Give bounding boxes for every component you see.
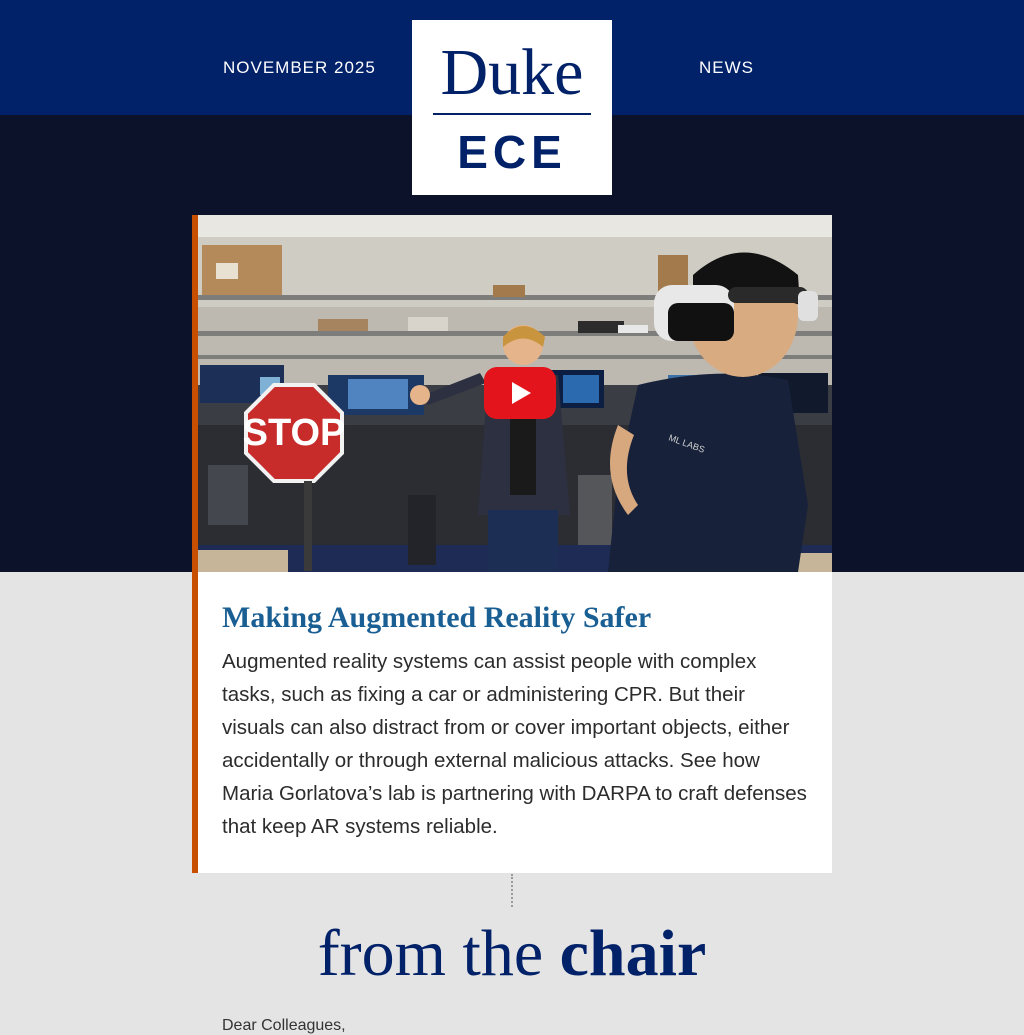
news-link[interactable]: NEWS	[699, 58, 754, 77]
chair-section-title	[0, 910, 1024, 998]
svg-text:ML LABS: ML LABS	[667, 432, 707, 455]
play-icon	[512, 382, 531, 404]
svg-text:STOP: STOP	[242, 412, 346, 454]
chair-title-light: from the	[317, 917, 544, 990]
chair-title-bold: chair	[559, 917, 707, 990]
issue-date: NOVEMBER 2025	[223, 58, 376, 77]
feature-video-thumbnail[interactable]	[198, 215, 832, 572]
section-divider	[511, 874, 513, 907]
duke-ece-logo[interactable]	[412, 20, 612, 195]
logo-ece-wordmark: ECE	[457, 126, 567, 178]
feature-card	[192, 215, 832, 873]
chair-greeting: Dear Colleagues,	[222, 1017, 346, 1034]
feature-headline[interactable]: Making Augmented Reality Safer	[222, 601, 652, 634]
video-play-button[interactable]	[484, 367, 556, 419]
logo-duke-wordmark: Duke	[440, 36, 584, 109]
logo-divider	[433, 113, 591, 115]
feature-body: Augmented reality systems can assist people with complex tasks, such as fixing a car or administering CPR. But their visuals can also distract from or cover important objects, either accidentally or through external malicious attacks. See how Maria Gorlatova’s lab is partnering with DARPA to craft defenses that keep AR systems reliable.	[222, 650, 807, 838]
